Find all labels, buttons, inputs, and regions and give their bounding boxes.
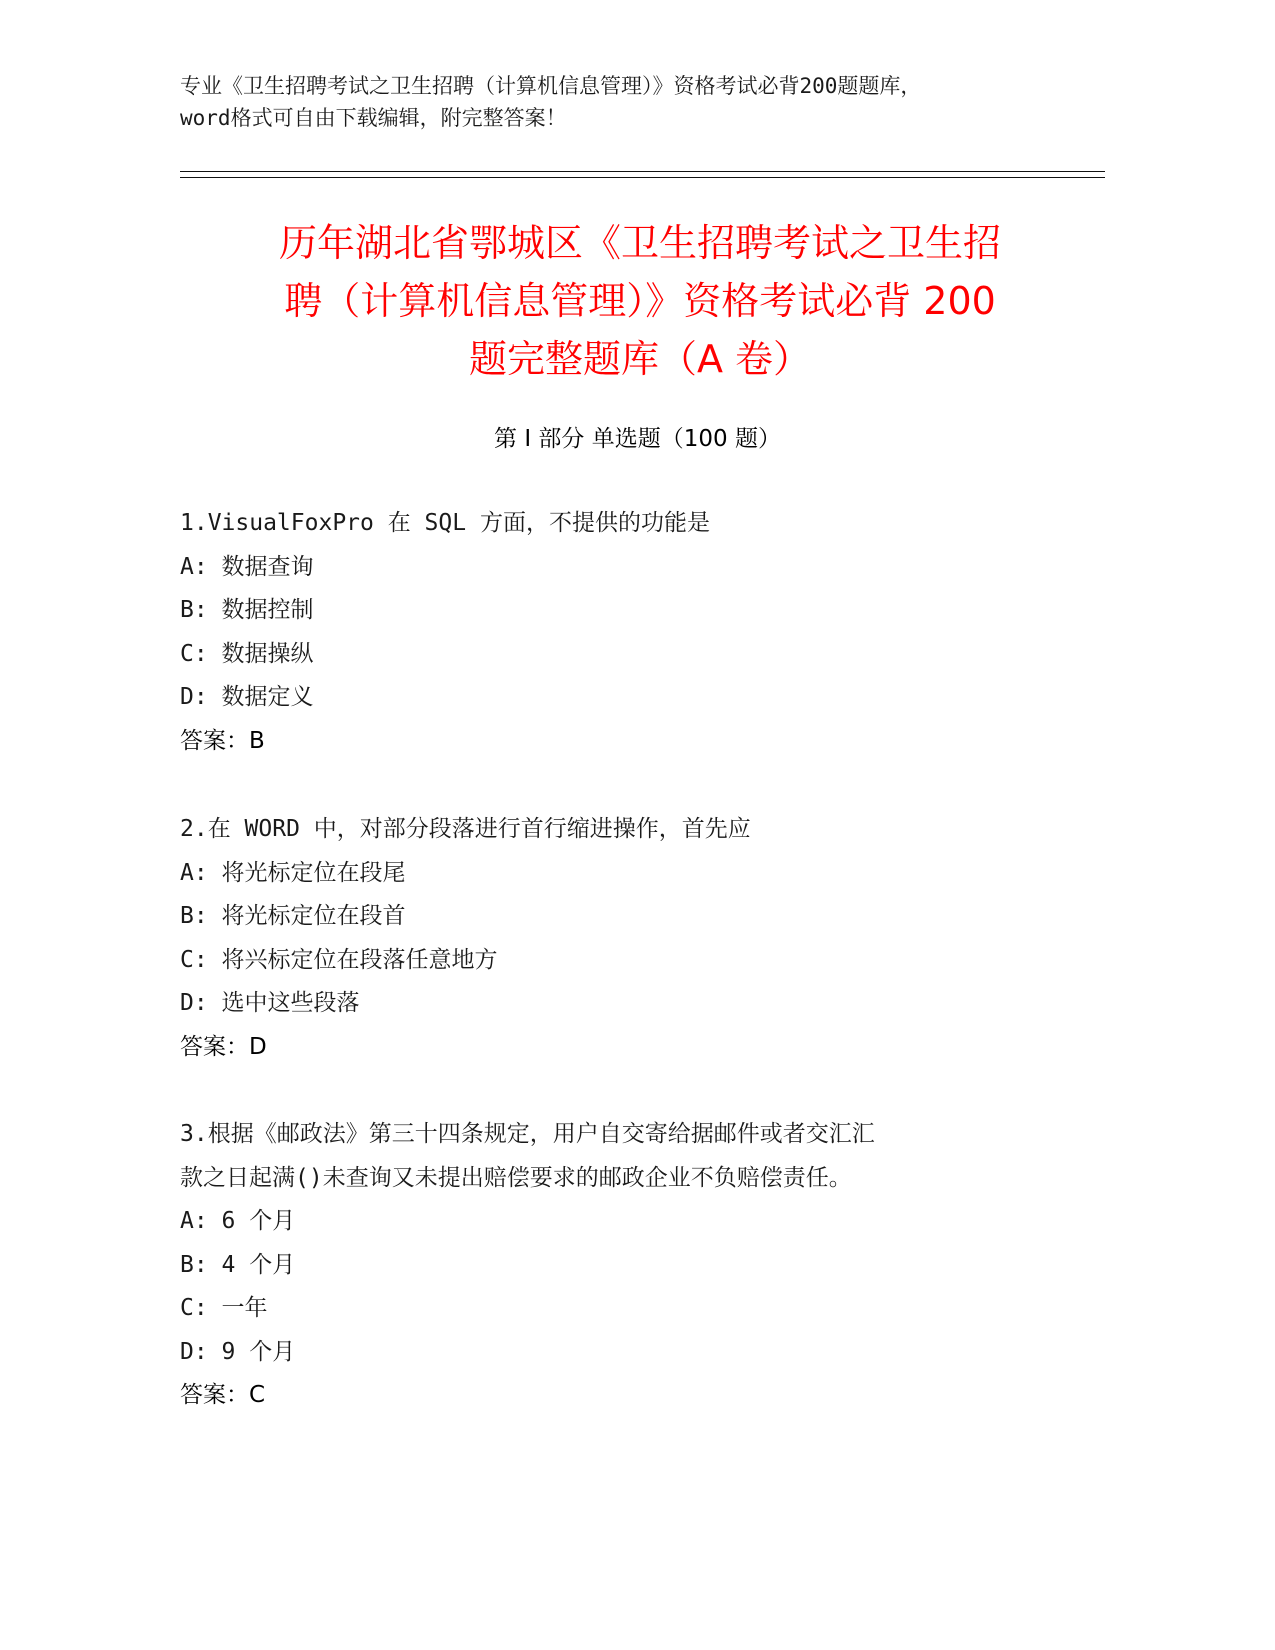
- title-line-3: 题完整题库（A 卷）: [468, 337, 812, 381]
- option-a: A: 将光标定位在段尾: [180, 859, 406, 886]
- header-line-2: word格式可自由下载编辑，附完整答案！: [180, 106, 567, 130]
- answer-label: 答案：D: [180, 1033, 267, 1060]
- question-stem: 1.VisualFoxPro 在 SQL 方面，不提供的功能是: [180, 510, 710, 536]
- title-line-1: 历年湖北省鄂城区《卫生招聘考试之卫生招: [278, 221, 1001, 265]
- answer-label: 答案：B: [180, 727, 265, 754]
- question-stem: 2.在 WORD 中，对部分段落进行首行缩进操作，首先应: [180, 816, 751, 842]
- option-b: B: 4 个月: [180, 1251, 296, 1278]
- header-divider-top: [180, 171, 1105, 172]
- document-title: [140, 214, 1140, 388]
- question-item: [180, 502, 1080, 763]
- option-d: D: 数据定义: [180, 684, 314, 710]
- option-b: B: 数据控制: [180, 597, 314, 623]
- question-stem: 3.根据《邮政法》第三十四条规定，用户自交寄给据邮件或者交汇汇: [180, 1121, 875, 1147]
- option-c: C: 数据操纵: [180, 640, 314, 667]
- option-b: B: 将光标定位在段首: [180, 903, 406, 929]
- option-a: A: 6 个月: [180, 1208, 296, 1234]
- header-divider-bottom: [180, 177, 1105, 178]
- option-c: C: 一年: [180, 1295, 268, 1321]
- option-c: C: 将兴标定位在段落任意地方: [180, 946, 498, 973]
- option-a: A: 数据查询: [180, 553, 314, 580]
- title-line-2: 聘（计算机信息管理）》资格考试必背 200: [284, 279, 996, 323]
- header-line-1: 专业《卫生招聘考试之卫生招聘（计算机信息管理）》资格考试必背200题题库，: [180, 74, 922, 98]
- question-stem-continued: 款之日起满()未查询又未提出赔偿要求的邮政企业不负赔偿责任。: [180, 1164, 852, 1191]
- question-item: [180, 808, 1080, 1069]
- document-header: [180, 70, 1120, 134]
- option-d: D: 选中这些段落: [180, 990, 360, 1016]
- answer-label: 答案：C: [180, 1382, 266, 1408]
- question-item: [180, 1113, 1080, 1418]
- option-d: D: 9 个月: [180, 1338, 296, 1365]
- section-heading: 第 I 部分 单选题（100 题）: [494, 426, 781, 452]
